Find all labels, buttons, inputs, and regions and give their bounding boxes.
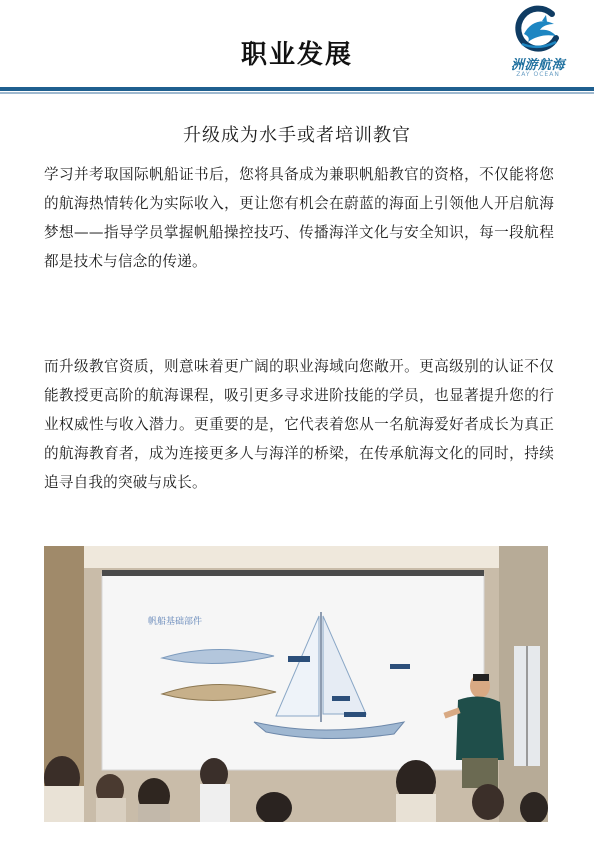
header-divider-thin xyxy=(0,92,594,94)
dolphin-circle-logo-icon xyxy=(512,4,564,56)
paragraph-2: 而升级教官资质，则意味着更广阔的职业海域向您敞开。更高级别的认证不仅能教授更高阶的航海课程，吸引更多寻求进阶技能的学员，也显著提升您的行业权威性与收入潜力。更重要的是，它代表着您从一名航海爱好者成长为真正的航海教育者，成为连接更多人与海洋的桥梁，在传承航海文化的同时，持续追寻自我的突破与成长。 xyxy=(44,358,554,491)
logo-text: 洲游航海 xyxy=(510,58,565,73)
section-heading: 升级成为水手或者培训教官 xyxy=(183,125,411,146)
page-title: 职业发展 xyxy=(240,40,353,70)
brand-logo xyxy=(508,4,568,80)
header-divider xyxy=(0,87,594,91)
classroom-photo-illustration xyxy=(44,546,548,822)
slide-title: 帆船基础部件 xyxy=(148,617,203,627)
classroom-photo xyxy=(44,546,548,822)
page-header xyxy=(0,0,594,92)
paragraph-1: 学习并考取国际帆船证书后，您将具备成为兼职帆船教官的资格，不仅能将您的航海热情转化为实际收入，更让您有机会在蔚蓝的海面上引领他人开启航海梦想——指导学员掌握帆船操控技巧、传播海洋文化与安全知识，每一段航程都是技术与信念的传递。 xyxy=(44,166,554,270)
logo-subtext: ZAY OCEAN xyxy=(516,71,560,78)
